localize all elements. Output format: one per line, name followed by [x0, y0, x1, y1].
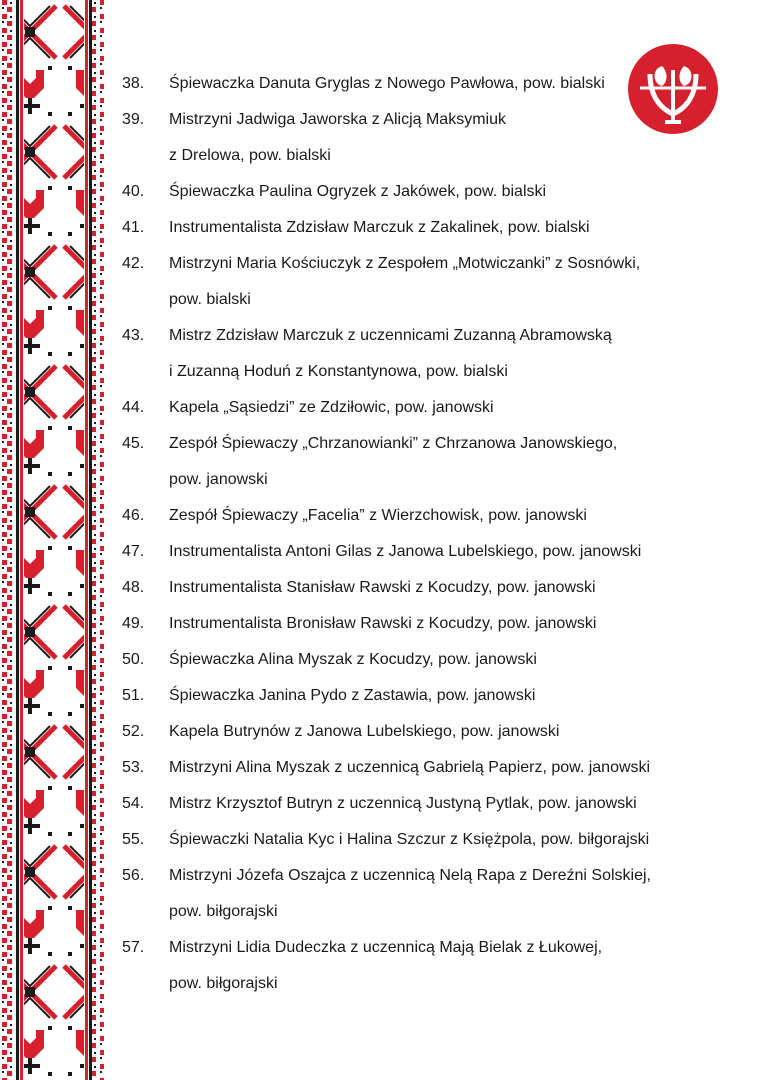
list-item-number: 47. — [122, 543, 145, 560]
list-item-text: Instrumentalista Zdzisław Marczuk z Zakalinek, pow. bialski — [169, 219, 590, 236]
list-item-text: Mistrzyni Lidia Dudeczka z uczennicą Mają Bielak z Łukowej, — [169, 939, 603, 956]
list-item-text: Zespół Śpiewaczy „Chrzanowianki” z Chrzanowa Janowskiego, — [169, 435, 618, 452]
list-item-text: Mistrz Krzysztof Butryn z uczennicą Justyną Pytlak, pow. janowski — [169, 795, 637, 812]
list-item-text: Śpiewaczka Paulina Ogryzek z Jakówek, pow. bialski — [169, 183, 547, 200]
list-item-number: 41. — [122, 219, 145, 236]
list-item-text: Mistrz Zdzisław Marczuk z uczennicami Zuzanną Abramowską — [169, 327, 612, 344]
list-item — [122, 930, 722, 1002]
folk-embroidery-border-icon — [0, 0, 104, 1080]
list-item-number: 44. — [122, 399, 145, 416]
list-item-number: 51. — [122, 687, 145, 704]
list-item-text: Śpiewaczka Danuta Gryglas z Nowego Pawłowa, pow. bialski — [169, 75, 605, 92]
list-item — [122, 246, 722, 318]
list-item-text: z Drelowa, pow. bialski — [169, 147, 331, 164]
list-item — [122, 534, 722, 570]
list-item — [122, 570, 722, 606]
list-item-number: 48. — [122, 579, 145, 596]
entry-list — [122, 66, 722, 1002]
list-item — [122, 606, 722, 642]
list-item-number: 46. — [122, 507, 145, 524]
list-item — [122, 390, 722, 426]
list-item-number: 43. — [122, 327, 145, 344]
list-item-text: Mistrzyni Józefa Oszajca z uczennicą Nelą Rapa z Dereźni Solskiej, — [169, 867, 651, 884]
list-item — [122, 210, 722, 246]
list-item-text: Śpiewaczka Alina Myszak z Kocudzy, pow. janowski — [169, 651, 537, 668]
list-item — [122, 786, 722, 822]
list-item — [122, 102, 722, 174]
list-item-number: 45. — [122, 435, 145, 452]
list-item-number: 38. — [122, 75, 145, 92]
list-item-number: 56. — [122, 867, 145, 884]
list-item — [122, 174, 722, 210]
list-item-number: 40. — [122, 183, 145, 200]
list-item-number: 52. — [122, 723, 145, 740]
list-item-text: Śpiewaczka Janina Pydo z Zastawia, pow. janowski — [169, 687, 536, 704]
list-item — [122, 642, 722, 678]
list-item-number: 39. — [122, 111, 145, 128]
list-item-text: pow. biłgorajski — [169, 975, 278, 992]
list-item — [122, 426, 722, 498]
list-item — [122, 678, 722, 714]
list-item-number: 49. — [122, 615, 145, 632]
list-item-text: pow. janowski — [169, 471, 268, 488]
list-item-text: Mistrzyni Alina Myszak z uczennicą Gabrielą Papierz, pow. janowski — [169, 759, 651, 776]
list-item-text: Instrumentalista Bronisław Rawski z Kocudzy, pow. janowski — [169, 615, 597, 632]
list-item-number: 55. — [122, 831, 145, 848]
list-item — [122, 714, 722, 750]
list-item-number: 57. — [122, 939, 145, 956]
list-item-text: Instrumentalista Stanisław Rawski z Kocudzy, pow. janowski — [169, 579, 596, 596]
list-item-text: Mistrzyni Jadwiga Jaworska z Alicją Maksymiuk — [169, 111, 506, 128]
list-item-number: 54. — [122, 795, 145, 812]
list-item-text: pow. bialski — [169, 291, 251, 308]
list-item — [122, 750, 722, 786]
list-item — [122, 318, 722, 390]
list-item-text: i Zuzanną Hoduń z Konstantynowa, pow. bialski — [169, 363, 508, 380]
list-item-text: Kapela „Sąsiedzi” ze Zdziłowic, pow. janowski — [169, 399, 494, 416]
list-item — [122, 822, 722, 858]
list-item — [122, 66, 722, 102]
list-item-text: Mistrzyni Maria Kościuczyk z Zespołem „Motwiczanki” z Sosnówki, — [169, 255, 641, 272]
list-item — [122, 498, 722, 534]
list-item-text: Zespół Śpiewaczy „Facelia” z Wierzchowisk, pow. janowski — [169, 507, 587, 524]
list-item-text: Śpiewaczki Natalia Kyc i Halina Szczur z Księżpola, pow. biłgorajski — [169, 831, 650, 848]
list-item-number: 53. — [122, 759, 145, 776]
list-item-number: 42. — [122, 255, 145, 272]
list-item — [122, 858, 722, 930]
list-item-number: 50. — [122, 651, 145, 668]
list-item-text: Instrumentalista Antoni Gilas z Janowa Lubelskiego, pow. janowski — [169, 543, 642, 560]
list-item-text: pow. biłgorajski — [169, 903, 278, 920]
list-item-text: Kapela Butrynów z Janowa Lubelskiego, pow. janowski — [169, 723, 560, 740]
